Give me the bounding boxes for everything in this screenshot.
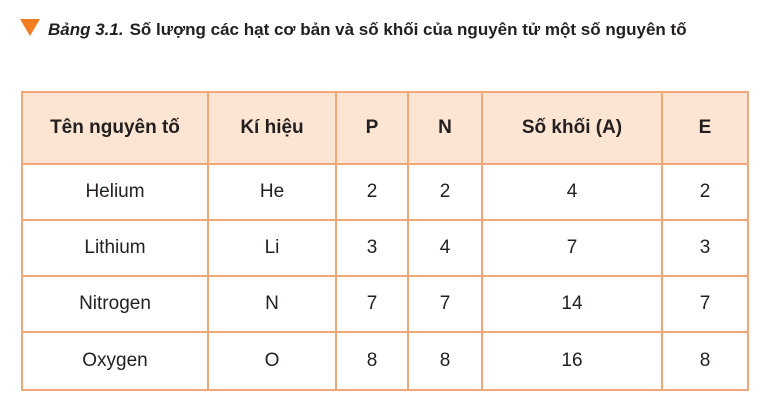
- cell-protons: 2: [336, 164, 408, 220]
- cell-mass-number: 16: [482, 332, 662, 390]
- cell-element-name: Oxygen: [22, 332, 208, 390]
- header-cell-protons: P: [336, 92, 408, 164]
- cell-element-name: Helium: [22, 164, 208, 220]
- cell-electrons: 2: [662, 164, 748, 220]
- header-cell-electrons: E: [662, 92, 748, 164]
- caption-text: Số lượng các hạt cơ bản và số khối của nguyên tử một số nguyên tố: [129, 20, 687, 39]
- cell-mass-number: 4: [482, 164, 662, 220]
- element-table: [21, 91, 749, 391]
- cell-symbol: Li: [208, 220, 336, 276]
- cell-electrons: 8: [662, 332, 748, 390]
- cell-protons: 8: [336, 332, 408, 390]
- header-cell-neutrons: N: [408, 92, 482, 164]
- table-row: [22, 164, 748, 220]
- cell-element-name: Lithium: [22, 220, 208, 276]
- table-container: [21, 91, 749, 391]
- cell-protons: 3: [336, 220, 408, 276]
- header-cell-mass-number: Số khối (A): [482, 92, 662, 164]
- cell-neutrons: 7: [408, 276, 482, 332]
- cell-electrons: 3: [662, 220, 748, 276]
- cell-symbol: O: [208, 332, 336, 390]
- cell-neutrons: 8: [408, 332, 482, 390]
- header-cell-symbol: Kí hiệu: [208, 92, 336, 164]
- cell-electrons: 7: [662, 276, 748, 332]
- header-cell-element-name: Tên nguyên tố: [22, 92, 208, 164]
- table-caption: [20, 14, 740, 46]
- table-row: [22, 276, 748, 332]
- cell-mass-number: 7: [482, 220, 662, 276]
- table-header-row: [22, 92, 748, 164]
- table-row: [22, 220, 748, 276]
- cell-protons: 7: [336, 276, 408, 332]
- triangle-marker-icon: [20, 19, 40, 36]
- caption-label: Bảng 3.1.: [48, 20, 124, 39]
- cell-element-name: Nitrogen: [22, 276, 208, 332]
- cell-mass-number: 14: [482, 276, 662, 332]
- cell-neutrons: 4: [408, 220, 482, 276]
- cell-symbol: N: [208, 276, 336, 332]
- cell-neutrons: 2: [408, 164, 482, 220]
- cell-symbol: He: [208, 164, 336, 220]
- table-row: [22, 332, 748, 390]
